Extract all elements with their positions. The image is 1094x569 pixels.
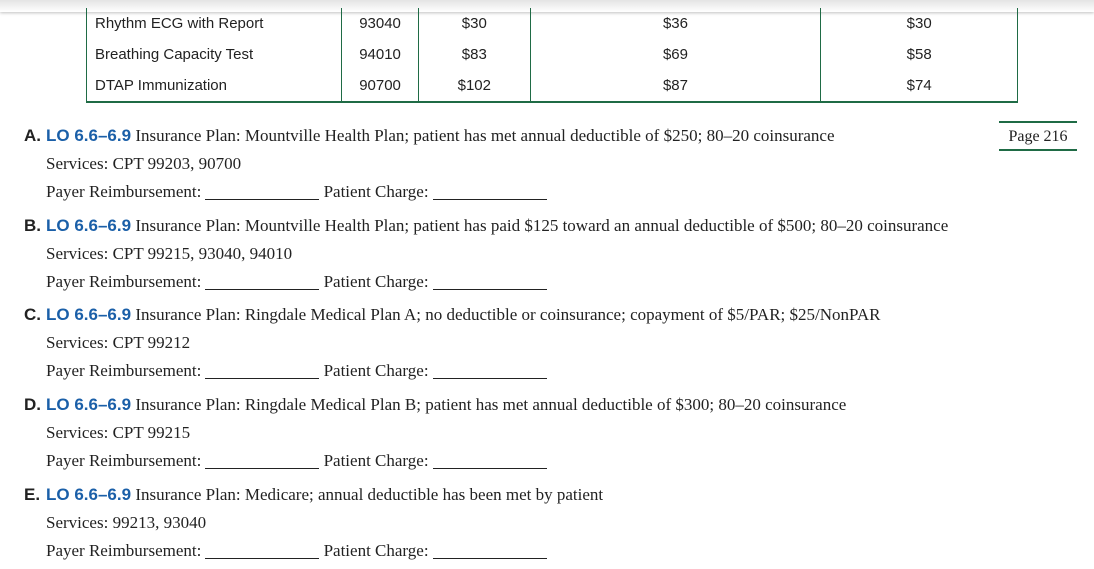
table-row — [87, 70, 1018, 102]
nonpar-cell: $58 — [821, 39, 1018, 70]
patient-charge-blank[interactable] — [433, 360, 547, 379]
learning-objective-link: LO 6.6–6.9 — [46, 395, 132, 414]
services-text: Services: CPT 99215, 93040, 94010 — [46, 244, 293, 263]
patient-charge-label: Patient Charge: — [323, 541, 429, 560]
cpt-cell: 93040 — [342, 8, 419, 39]
payer-reimbursement-blank[interactable] — [205, 540, 319, 559]
cpt-cell: 90700 — [342, 70, 419, 102]
services-text: Services: 99213, 93040 — [46, 513, 207, 532]
payer-reimbursement-label: Payer Reimbursement: — [46, 182, 202, 201]
fee-cell: $102 — [419, 70, 531, 102]
insurance-plan-text: Insurance Plan: Medicare; annual deductible has been met by patient — [135, 485, 604, 504]
payer-reimbursement-label: Payer Reimbursement: — [46, 361, 202, 380]
learning-objective-link: LO 6.6–6.9 — [46, 126, 132, 145]
par-cell: $36 — [530, 8, 821, 39]
insurance-plan-text: Insurance Plan: Mountville Health Plan; patient has paid $125 toward an annual deductible of $500; 80–20 coinsurance — [135, 216, 949, 235]
patient-charge-blank[interactable] — [433, 450, 547, 469]
exercise-d — [24, 391, 846, 475]
service-cell: Breathing Capacity Test — [87, 39, 342, 70]
exercise-letter: C. — [24, 305, 41, 324]
service-cell: DTAP Immunization — [87, 70, 342, 102]
page-reference: Page 216 — [999, 121, 1077, 151]
par-cell: $69 — [530, 39, 821, 70]
patient-charge-blank[interactable] — [433, 540, 547, 559]
services-text: Services: CPT 99203, 90700 — [46, 154, 242, 173]
payer-reimbursement-label: Payer Reimbursement: — [46, 451, 202, 470]
exercise-letter: D. — [24, 395, 41, 414]
patient-charge-blank[interactable] — [433, 181, 547, 200]
payer-reimbursement-blank[interactable] — [205, 271, 319, 290]
nonpar-cell: $30 — [821, 8, 1018, 39]
patient-charge-blank[interactable] — [433, 271, 547, 290]
exercise-e — [24, 481, 603, 565]
exercise-letter: A. — [24, 126, 41, 145]
par-cell: $87 — [530, 70, 821, 102]
payer-reimbursement-blank[interactable] — [205, 181, 319, 200]
patient-charge-label: Patient Charge: — [323, 451, 429, 470]
exercise-b — [24, 212, 948, 296]
patient-charge-label: Patient Charge: — [323, 272, 429, 291]
fee-cell: $83 — [419, 39, 531, 70]
cpt-cell: 94010 — [342, 39, 419, 70]
exercise-a — [24, 122, 835, 206]
insurance-plan-text: Insurance Plan: Ringdale Medical Plan B; patient has met annual deductible of $300; 80–20 coinsurance — [135, 395, 847, 414]
table-row — [87, 39, 1018, 70]
fee-schedule-table — [86, 8, 1018, 103]
exercise-c — [24, 301, 881, 385]
patient-charge-label: Patient Charge: — [323, 361, 429, 380]
service-cell: Rhythm ECG with Report — [87, 8, 342, 39]
exercise-letter: E. — [24, 485, 41, 504]
patient-charge-label: Patient Charge: — [323, 182, 429, 201]
insurance-plan-text: Insurance Plan: Ringdale Medical Plan A; no deductible or coinsurance; copayment of $5/PAR; $25/NonPAR — [135, 305, 881, 324]
fee-cell: $30 — [419, 8, 531, 39]
exercise-letter: B. — [24, 216, 41, 235]
learning-objective-link: LO 6.6–6.9 — [46, 216, 132, 235]
nonpar-cell: $74 — [821, 70, 1018, 102]
learning-objective-link: LO 6.6–6.9 — [46, 485, 132, 504]
services-text: Services: CPT 99212 — [46, 333, 191, 352]
services-text: Services: CPT 99215 — [46, 423, 191, 442]
payer-reimbursement-label: Payer Reimbursement: — [46, 272, 202, 291]
payer-reimbursement-blank[interactable] — [205, 450, 319, 469]
learning-objective-link: LO 6.6–6.9 — [46, 305, 132, 324]
table-row — [87, 8, 1018, 39]
payer-reimbursement-label: Payer Reimbursement: — [46, 541, 202, 560]
payer-reimbursement-blank[interactable] — [205, 360, 319, 379]
insurance-plan-text: Insurance Plan: Mountville Health Plan; patient has met annual deductible of $250; 80–20 coinsurance — [135, 126, 835, 145]
